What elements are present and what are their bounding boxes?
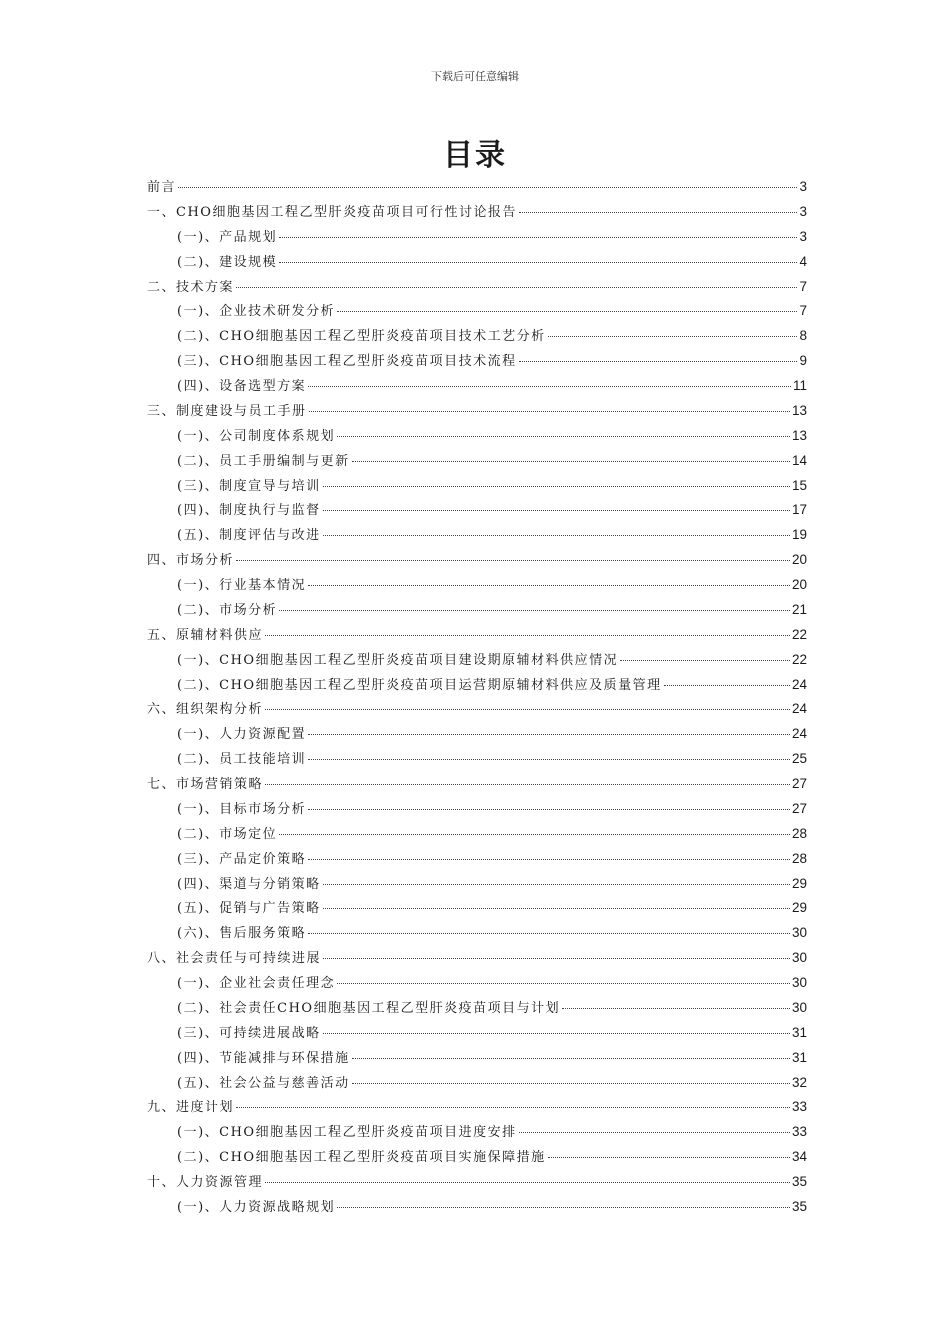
toc-entry-page-number: 13	[791, 427, 807, 443]
dot-leader	[337, 436, 790, 437]
toc-entry-page-number: 3	[799, 228, 807, 244]
toc-entry-label: (二)、建设规模	[177, 254, 278, 270]
dot-leader	[337, 311, 797, 312]
toc-entry-label: 二、技术方案	[147, 279, 235, 295]
toc-entry-page-number: 20	[791, 552, 807, 568]
page-header: 下载后可任意编辑	[431, 70, 519, 83]
dot-leader	[323, 510, 790, 511]
toc-entry-page-number: 3	[799, 203, 807, 219]
dot-leader	[323, 535, 790, 536]
dot-leader	[337, 1207, 790, 1208]
toc-entry[interactable]	[147, 698, 807, 723]
dot-leader	[519, 1132, 790, 1133]
toc-entry-page-number: 8	[799, 328, 807, 344]
toc-entry-label: 十、人力资源管理	[147, 1175, 264, 1190]
toc-entry[interactable]	[147, 251, 807, 276]
toc-entry-label: (二)、员工技能培训	[177, 752, 307, 768]
toc-entry[interactable]	[147, 972, 807, 997]
dot-leader	[620, 660, 790, 661]
toc-entry[interactable]	[147, 1196, 807, 1221]
toc-entry-page-number: 11	[792, 378, 807, 393]
toc-entry[interactable]	[147, 599, 807, 624]
dot-leader	[519, 361, 798, 362]
dot-leader	[308, 859, 790, 860]
toc-entry-label: (一)、人力资源配置	[177, 727, 307, 743]
toc-entry-page-number: 35	[791, 1174, 807, 1189]
toc-entry-label: (四)、制度执行与监督	[177, 503, 321, 519]
dot-leader	[308, 809, 790, 810]
toc-entry-label: (二)、员工手册编制与更新	[177, 453, 350, 469]
dot-leader	[308, 386, 791, 387]
toc-entry[interactable]	[147, 300, 807, 325]
toc-entry[interactable]	[147, 1096, 807, 1121]
toc-entry[interactable]	[147, 574, 807, 599]
toc-entry-page-number: 21	[791, 601, 807, 617]
toc-entry-page-number: 14	[791, 452, 807, 468]
dot-leader	[265, 784, 790, 785]
toc-entry[interactable]	[147, 897, 807, 922]
dot-leader	[337, 983, 790, 984]
toc-entry-label: (一)、行业基本情况	[177, 578, 307, 593]
toc-entry-page-number: 27	[791, 776, 807, 791]
dot-leader	[279, 610, 790, 611]
toc-entry[interactable]	[147, 549, 807, 574]
toc-entry-label: (四)、设备选型方案	[177, 379, 307, 394]
toc-entry-page-number: 22	[791, 651, 807, 667]
toc-entry[interactable]	[147, 1171, 807, 1196]
toc-entry-page-number: 4	[799, 253, 807, 269]
toc-entry-label: (一)、产品规划	[177, 229, 278, 245]
toc-entry-page-number: 25	[791, 751, 807, 767]
toc-entry-label: (二)、CHO细胞基因工程乙型肝炎疫苗项目技术工艺分析	[177, 329, 546, 345]
dot-leader	[265, 1182, 790, 1183]
dot-leader	[352, 1058, 790, 1059]
dot-leader	[265, 635, 790, 636]
toc-entry-page-number: 27	[791, 800, 807, 816]
toc-entry-label: 一、CHO细胞基因工程乙型肝炎疫苗项目可行性讨论报告	[147, 204, 517, 220]
toc-entry[interactable]	[147, 325, 807, 350]
toc-entry-page-number: 33	[791, 1124, 807, 1140]
toc-entry[interactable]	[147, 922, 807, 947]
toc-entry-page-number: 24	[791, 701, 807, 717]
toc-entry-label: (二)、社会责任CHO细胞基因工程乙型肝炎疫苗项目与计划	[177, 1000, 561, 1016]
toc-entry-label: (四)、节能减排与环保措施	[177, 1050, 350, 1066]
toc-entry[interactable]	[147, 848, 807, 873]
toc-entry[interactable]	[147, 524, 807, 549]
toc-entry-label: (三)、可持续进展战略	[177, 1025, 321, 1041]
toc-entry[interactable]	[147, 748, 807, 773]
toc-entry[interactable]	[147, 823, 807, 848]
toc-entry-page-number: 22	[791, 626, 807, 642]
toc-entry-label: 五、原辅材料供应	[147, 627, 264, 643]
toc-entry-label: 三、制度建设与员工手册	[147, 403, 307, 419]
toc-entry-page-number: 20	[791, 577, 807, 592]
dot-leader	[279, 237, 797, 238]
toc-entry[interactable]	[147, 350, 807, 375]
toc-entry[interactable]	[147, 649, 807, 674]
toc-entry[interactable]	[147, 425, 807, 450]
dot-leader	[279, 834, 790, 835]
toc-entry-page-number: 24	[791, 726, 807, 742]
toc-entry-label: (二)、CHO细胞基因工程乙型肝炎疫苗项目实施保障措施	[177, 1150, 546, 1166]
dot-leader	[519, 212, 798, 213]
toc-entry-label: (五)、社会公益与慈善活动	[177, 1075, 350, 1091]
dot-leader	[308, 933, 790, 934]
toc-entry-page-number: 30	[791, 950, 807, 966]
toc-entry-label: (一)、CHO细胞基因工程乙型肝炎疫苗项目进度安排	[177, 1125, 517, 1141]
toc-entry-page-number: 7	[799, 278, 807, 294]
toc-entry-page-number: 29	[791, 875, 807, 891]
toc-entry-page-number: 15	[791, 477, 807, 493]
dot-leader	[308, 759, 790, 760]
toc-entry[interactable]	[147, 947, 807, 972]
toc-entry[interactable]	[147, 873, 807, 898]
toc-entry-label: (二)、CHO细胞基因工程乙型肝炎疫苗项目运营期原辅材料供应及质量管理	[177, 677, 662, 693]
toc-entry[interactable]	[147, 1072, 807, 1097]
toc-entry-label: (一)、目标市场分析	[177, 801, 307, 817]
toc-entry[interactable]	[147, 450, 807, 475]
toc-entry-page-number: 28	[791, 825, 807, 841]
page-title: 目录	[443, 138, 507, 173]
toc-entry[interactable]	[147, 723, 807, 748]
toc-entry[interactable]	[147, 1121, 807, 1146]
dot-leader	[323, 908, 790, 909]
toc-entry-label: (一)、企业社会责任理念	[177, 976, 336, 991]
toc-entry[interactable]	[147, 997, 807, 1022]
dot-leader	[548, 1157, 790, 1158]
dot-leader	[352, 461, 790, 462]
dot-leader	[323, 884, 790, 885]
toc-entry-page-number: 34	[791, 1149, 807, 1165]
toc-entry[interactable]	[147, 400, 807, 425]
toc-entry[interactable]	[147, 276, 807, 301]
toc-entry-label: (五)、促销与广告策略	[177, 901, 321, 917]
dot-leader	[352, 1083, 790, 1084]
dot-leader	[323, 486, 790, 487]
toc-entry-label: (五)、制度评估与改进	[177, 528, 321, 544]
toc-entry[interactable]	[147, 499, 807, 524]
toc-entry-label: 前言	[147, 180, 177, 195]
toc-entry-label: 六、组织架构分析	[147, 702, 264, 718]
table-of-contents	[147, 176, 807, 1221]
toc-entry-page-number: 19	[791, 527, 807, 543]
toc-entry[interactable]	[147, 475, 807, 500]
toc-entry-page-number: 29	[791, 900, 807, 916]
toc-entry-page-number: 32	[791, 1074, 807, 1090]
toc-entry-page-number: 13	[791, 402, 807, 418]
toc-entry-label: 九、进度计划	[147, 1100, 235, 1116]
toc-entry-label: (一)、公司制度体系规划	[177, 428, 336, 444]
dot-leader	[279, 262, 797, 263]
dot-leader	[265, 709, 790, 710]
dot-leader	[308, 734, 790, 735]
dot-leader	[308, 585, 790, 586]
toc-entry-label: (一)、企业技术研发分析	[177, 304, 336, 320]
dot-leader	[548, 336, 798, 337]
toc-entry-page-number: 30	[791, 999, 807, 1015]
toc-entry-page-number: 28	[791, 850, 807, 866]
toc-entry[interactable]	[147, 624, 807, 649]
toc-entry-label: 八、社会责任与可持续进展	[147, 951, 322, 967]
toc-entry[interactable]	[147, 176, 807, 201]
toc-entry[interactable]	[147, 773, 807, 798]
dot-leader	[236, 1107, 790, 1108]
toc-entry[interactable]	[147, 798, 807, 823]
toc-entry[interactable]	[147, 1022, 807, 1047]
toc-entry-label: (三)、CHO细胞基因工程乙型肝炎疫苗项目技术流程	[177, 354, 517, 370]
toc-entry-label: 七、市场营销策略	[147, 777, 264, 792]
toc-entry[interactable]	[147, 1146, 807, 1171]
toc-entry-page-number: 30	[791, 925, 807, 941]
toc-entry[interactable]	[147, 674, 807, 699]
toc-entry[interactable]	[147, 226, 807, 251]
toc-entry-page-number: 31	[791, 1024, 807, 1040]
toc-entry-page-number: 30	[791, 975, 807, 990]
toc-entry-page-number: 3	[799, 179, 807, 194]
toc-entry-label: (四)、渠道与分销策略	[177, 876, 321, 892]
dot-leader	[236, 560, 790, 561]
toc-entry-page-number: 9	[799, 353, 807, 369]
dot-leader	[309, 411, 790, 412]
toc-entry-page-number: 33	[791, 1099, 807, 1115]
dot-leader	[323, 958, 790, 959]
toc-entry-label: (三)、制度宣导与培训	[177, 478, 321, 494]
toc-entry-label: 四、市场分析	[147, 553, 235, 569]
toc-entry-label: (六)、售后服务策略	[177, 926, 307, 942]
dot-leader	[664, 685, 790, 686]
toc-entry-label: (二)、市场定位	[177, 826, 278, 842]
toc-entry-page-number: 24	[791, 676, 807, 692]
toc-entry-page-number: 35	[791, 1198, 807, 1214]
toc-entry-page-number: 17	[791, 502, 807, 518]
toc-entry[interactable]	[147, 375, 807, 400]
toc-entry[interactable]	[147, 201, 807, 226]
toc-entry-label: (二)、市场分析	[177, 602, 278, 618]
toc-entry-label: (一)、CHO细胞基因工程乙型肝炎疫苗项目建设期原辅材料供应情况	[177, 652, 619, 668]
dot-leader	[323, 1033, 790, 1034]
dot-leader	[178, 187, 797, 188]
toc-entry-page-number: 7	[799, 303, 807, 319]
toc-entry-page-number: 31	[791, 1049, 807, 1065]
toc-entry-label: (一)、人力资源战略规划	[177, 1199, 336, 1215]
dot-leader	[236, 287, 797, 288]
dot-leader	[562, 1008, 790, 1009]
toc-entry[interactable]	[147, 1047, 807, 1072]
toc-entry-label: (三)、产品定价策略	[177, 851, 307, 867]
